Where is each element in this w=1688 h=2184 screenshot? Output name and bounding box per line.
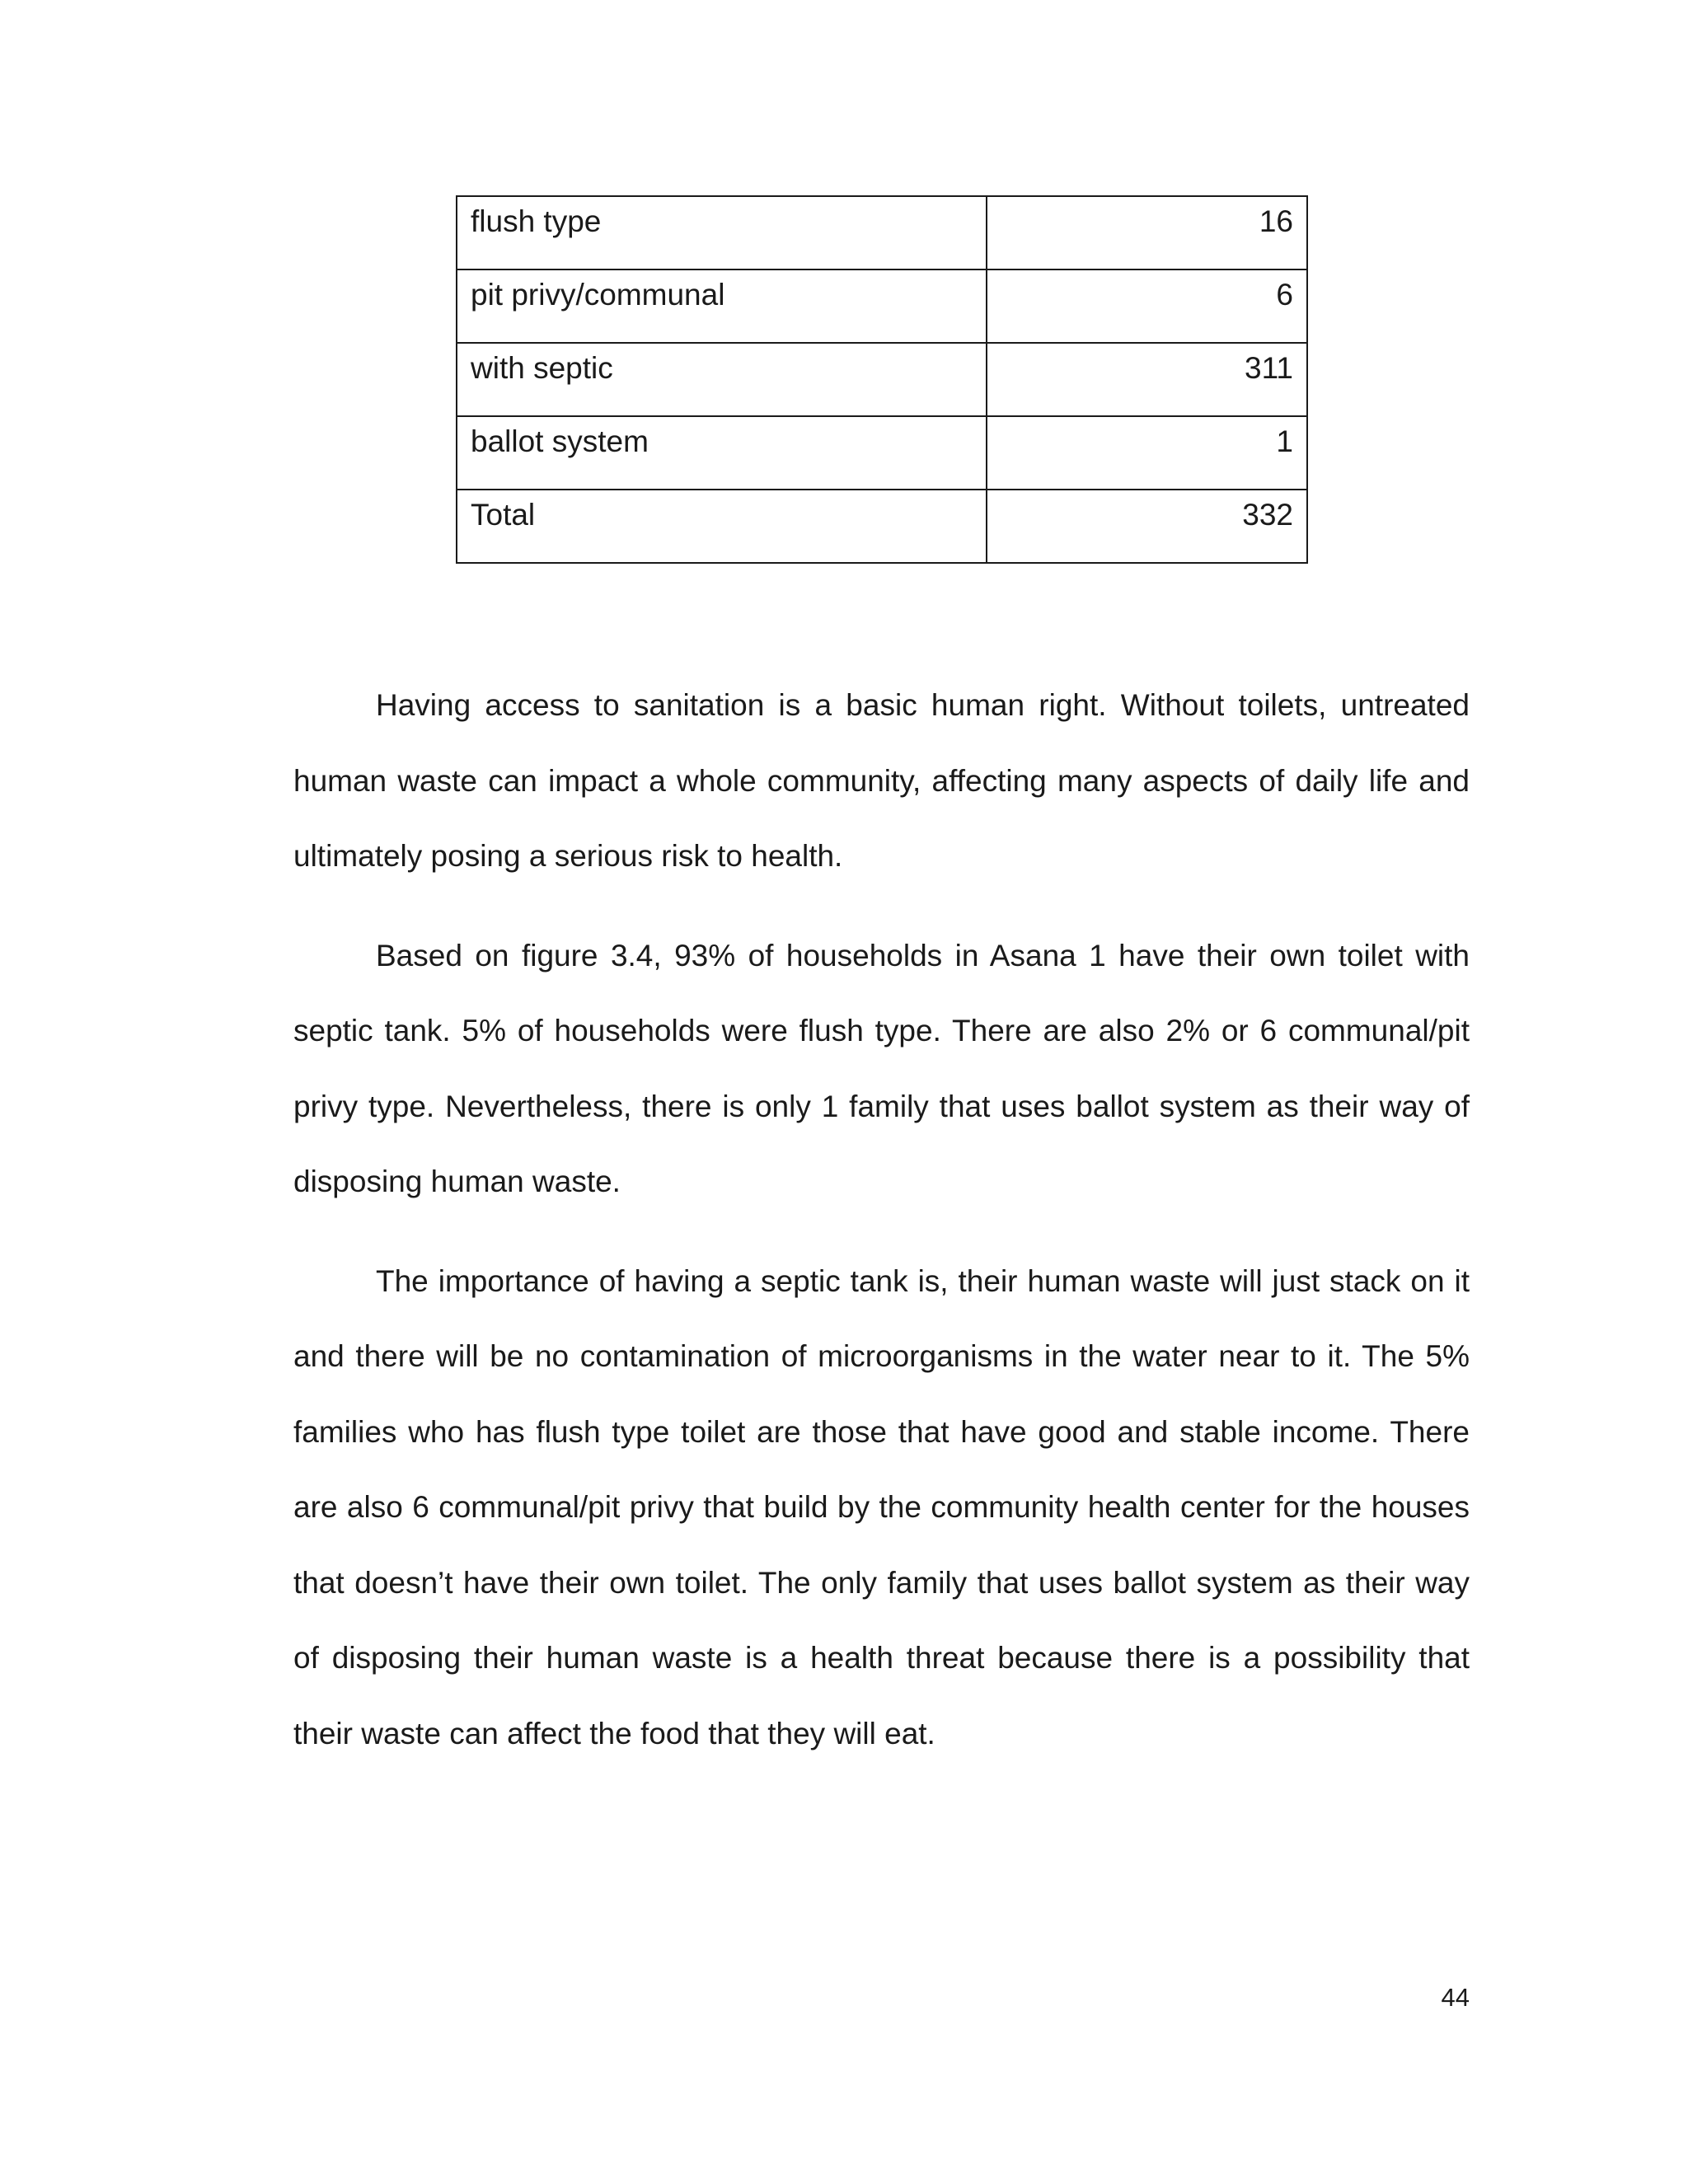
- table-cell-value: 1: [987, 416, 1307, 490]
- table-row: [457, 269, 1307, 343]
- table-cell-label: flush type: [457, 196, 987, 269]
- paragraph-sanitation-right: Having access to sanitation is a basic human right. Without toilets, untreated human waste can impact a whole community, affecting many aspects of daily life and ultimately posing a serious risk to health.: [293, 688, 1470, 873]
- table-row: [457, 196, 1307, 269]
- table-row-total: [457, 490, 1307, 563]
- table-row: [457, 343, 1307, 416]
- table-cell-value: 16: [987, 196, 1307, 269]
- table-cell-value: 332: [987, 490, 1307, 563]
- paragraph-septic-importance: The importance of having a septic tank is, their human waste will just stack on it and there will be no contamination of microorganisms in the water near to it. The 5% families who has flush type toilet are those that have good and stable income. There are also 6 communal/pit privy that build by the community health center for the houses that doesn’t have their own toilet. The only family that uses ballot system as their way of disposing their human waste is a health threat because there is a possibility that their waste can affect the food that they will eat.: [293, 1263, 1470, 1750]
- table-cell-label: Total: [457, 490, 987, 563]
- table-cell-label: ballot system: [457, 416, 987, 490]
- table-cell-value: 311: [987, 343, 1307, 416]
- body-text: [293, 668, 1470, 1795]
- table-row: [457, 416, 1307, 490]
- page-number: 44: [1441, 1983, 1470, 2012]
- toilet-type-table: [456, 195, 1308, 564]
- table-cell-value: 6: [987, 269, 1307, 343]
- paragraph-figure-summary: Based on figure 3.4, 93% of households in Asana 1 have their own toilet with septic tank. 5% of households were flush type. There are also 2% or 6 communal/pit privy type. Nevertheless, there is only 1 family that uses ballot system as their way of disposing human waste.: [293, 938, 1470, 1198]
- table-cell-label: with septic: [457, 343, 987, 416]
- table-cell-label: pit privy/communal: [457, 269, 987, 343]
